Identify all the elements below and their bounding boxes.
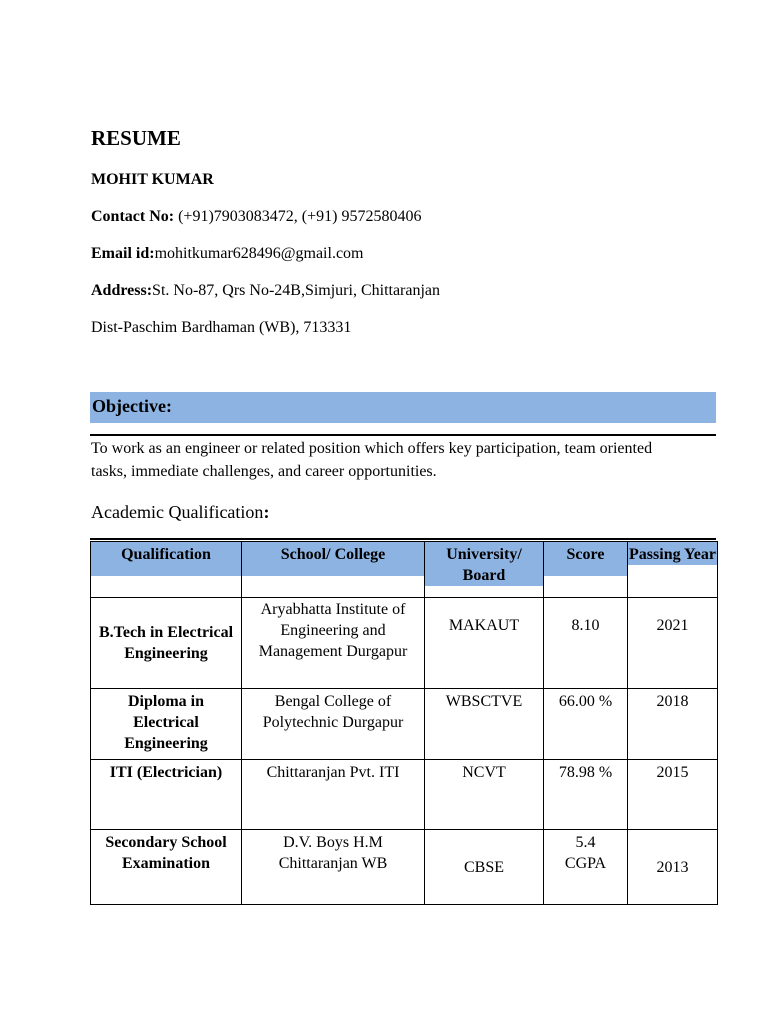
board-cell: CBSE (425, 830, 544, 905)
address-line-1 (91, 282, 440, 300)
year-cell: 2021 (628, 598, 718, 689)
year-cell: 2013 (628, 830, 718, 905)
header-score: Score (544, 542, 628, 598)
header-school: School/ College (242, 542, 425, 598)
email-label: Email id: (91, 245, 155, 262)
contact-line (91, 208, 421, 226)
address-label: Address: (91, 282, 153, 299)
board-cell: NCVT (425, 760, 544, 830)
objective-divider (90, 434, 716, 436)
contact-label: Contact No: (91, 208, 175, 225)
address-value-1: St. No-87, Qrs No-24B,Simjuri, Chittaranjan (152, 282, 441, 299)
table-row (91, 598, 718, 689)
year-cell: 2015 (628, 760, 718, 830)
score-cell: 78.98 % (544, 760, 628, 830)
table-row (91, 760, 718, 830)
score-cell: 66.00 % (544, 689, 628, 760)
academic-divider (90, 538, 716, 540)
year-cell: 2018 (628, 689, 718, 760)
academic-heading-colon: : (263, 502, 270, 522)
table-row (91, 689, 718, 760)
header-board: University/ Board (425, 542, 544, 598)
objective-text: To work as an engineer or related position which offers key participation, team oriented tasks, immediate challenges, and career opportunities. (91, 440, 653, 480)
candidate-name: MOHIT KUMAR (91, 171, 214, 188)
address-line-2: Dist-Paschim Bardhaman (WB), 713331 (91, 319, 352, 336)
academic-heading-text: Academic Qualification (91, 502, 264, 522)
resume-title: RESUME (91, 126, 181, 150)
qualification-table (90, 541, 718, 905)
qualification-cell: B.Tech in Electrical Engineering (91, 598, 242, 689)
board-cell: WBSCTVE (425, 689, 544, 760)
board-cell: MAKAUT (425, 598, 544, 689)
school-cell: Bengal College of Polytechnic Durgapur (242, 689, 425, 760)
table-row (91, 830, 718, 905)
objective-heading: Objective: (90, 392, 716, 423)
contact-value: (+91)7903083472, (+91) 9572580406 (174, 208, 422, 225)
school-cell: Aryabhatta Institute of Engineering and Management Durgapur (242, 598, 425, 689)
email-line (91, 245, 364, 263)
qualification-cell: Diploma in Electrical Engineering (91, 689, 242, 760)
school-cell: D.V. Boys H.M Chittaranjan WB (242, 830, 425, 905)
qualification-cell: ITI (Electrician) (91, 760, 242, 830)
email-value: mohitkumar628496@gmail.com (154, 245, 364, 262)
score-cell: 5.4 CGPA (544, 830, 628, 905)
header-year: Passing Year (628, 542, 718, 598)
score-cell: 8.10 (544, 598, 628, 689)
table-header-row (91, 542, 718, 598)
school-cell: Chittaranjan Pvt. ITI (242, 760, 425, 830)
header-qualification: Qualification (91, 542, 242, 598)
qualification-cell: Secondary School Examination (91, 830, 242, 905)
academic-heading (91, 502, 269, 523)
